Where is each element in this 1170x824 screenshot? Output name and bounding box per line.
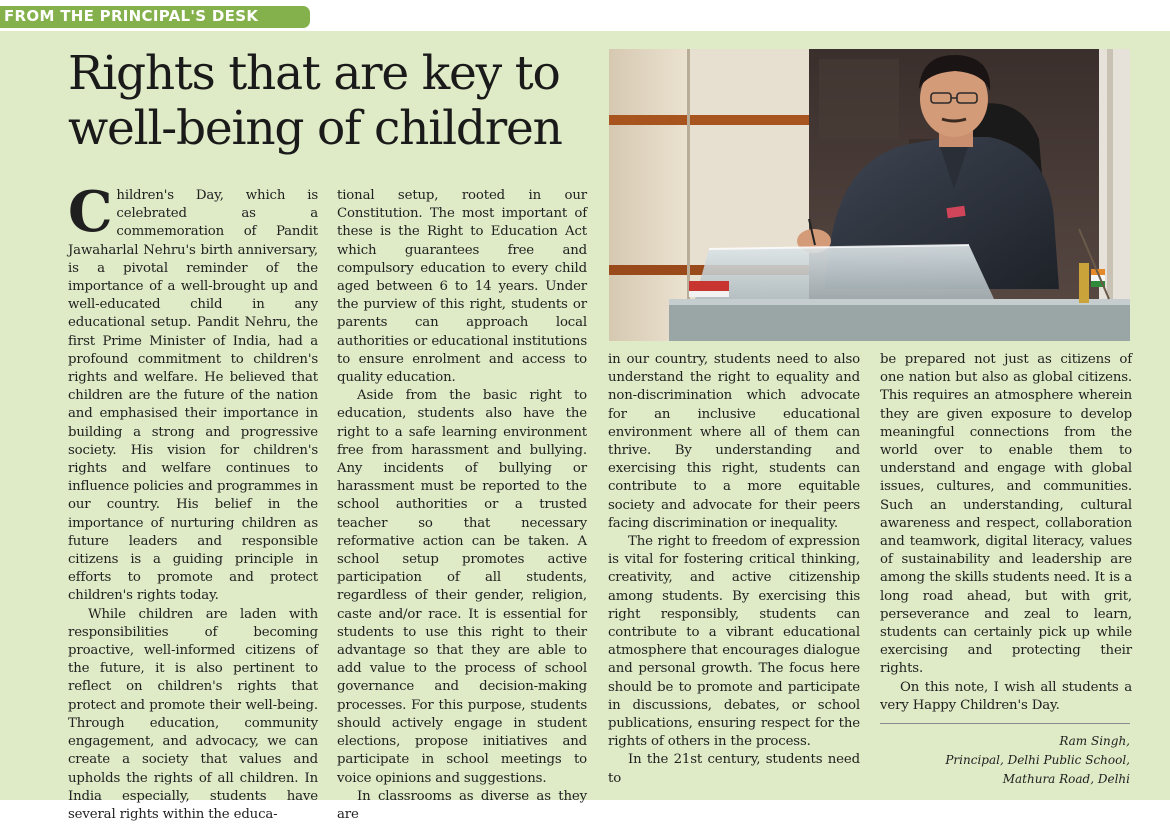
paragraph: The right to freedom of expression is vital for fostering critical thinking, creativity, and active citizenship among students. By exercising this right responsibly, students can contribute to a vibrant educational atmosphere that encourages dialogue and personal growth. The focus here should be to promote and participate in discussions, debates, or school publications, ensuring respect for the rights of others in the process.	[608, 534, 860, 750]
paragraph: Aside from the basic right to education, students also have the right to a safe learning environment free from harassment and bullying. Any incidents of bullying or harassment must be reported to the school authorities or a trusted teacher so that necessary reformative action can be taken. A school setup promotes active participation of all students, regardless of their gender, religion, caste and/or race. It is essential for students to use this right to their advantage so that they are able to add value to the process of school governance and decision-making processes. For this purpose, students should actively engage in student elections, propose initiatives and participate in school meetings to voice opinions and suggestions.	[337, 388, 587, 786]
author-name: Ram Singh,	[1059, 734, 1130, 748]
article-column-4	[880, 351, 1132, 713]
drop-cap: C	[68, 179, 113, 245]
headline-line-2: well-being of children	[68, 101, 562, 156]
headline-line-1: Rights that are key to	[68, 46, 560, 101]
section-banner-label: FROM THE PRINCIPAL'S DESK	[4, 7, 259, 25]
paragraph: In classrooms as diverse as they are	[337, 788, 587, 822]
article-headline	[68, 46, 608, 156]
article-column-3	[608, 351, 860, 786]
principal-photo	[609, 49, 1130, 341]
author-title: Principal, Delhi Public School,	[945, 753, 1130, 767]
paragraph	[68, 179, 318, 606]
author-location: Mathura Road, Delhi	[1002, 772, 1130, 786]
signature-divider	[880, 723, 1130, 724]
paragraph: tional setup, rooted in our Constitution. The most important of these is the Right to Education Act which guarantees free and compulsory education to every child aged between 6 to 14 years. Under the purview of this right, students or parents can approach local authorities or educational institutions to ensure enrolment and access to quality education.	[337, 188, 587, 386]
paragraph: In the 21st century, students need to	[608, 752, 860, 786]
author-signature	[880, 732, 1130, 789]
article-column-2	[337, 187, 587, 822]
paragraph: in our country, students need to also understand the right to equality and non-discrimination which advocate for an inclusive educational environment where all of them can thrive. By understanding and exercising this right, students can contribute to a more equitable society and advocate for their peers facing discrimination or inequality.	[608, 352, 860, 531]
article-column-1	[68, 179, 318, 822]
paragraph: On this note, I wish all students a very Happy Children's Day.	[880, 679, 1132, 713]
paragraph-text: hildren's Day, which is celebrated as a commemoration of Pandit Jawaharlal Nehru's birth anniversary, is a pivotal reminder of the importance of a well-brought up and well-educated child in any educational setup. Pandit Nehru, the first Prime Minister of India, had a profound commitment to children's rights and welfare. He believed that children are the future of the nation and emphasised their importance in building a strong and progressive society. His vision for children's rights and welfare continues to influence policies and programmes in our country. His belief in the importance of nurturing children as future leaders and responsible citizens is a guiding principle in efforts to promote and protect children's rights today.	[68, 188, 318, 604]
paragraph: While children are laden with responsibilities of becoming proactive, well-informed citizens of the future, it is also pertinent to reflect on children's rights that protect and promote their well-being. Through education, community engagement, and advocacy, we can create a society that values and upholds the rights of all children. In India especially, students have several rights within the educa-	[68, 606, 318, 822]
section-banner	[0, 6, 310, 28]
paragraph: be prepared not just as citizens of one nation but also as global citizens. This requires an atmosphere wherein they are given exposure to develop meaningful connections from the world over to enable them to understand and engage with global issues, cultures, and communities. Such an understanding, cultural awareness and respect, collaboration and teamwork, digital literacy, values of sustainability and leadership are among the skills students need. It is a long road ahead, but with grit, perseverance and zeal to learn, students can certainly pick up while exercising and protecting their rights.	[880, 352, 1132, 677]
photo-illustration	[609, 49, 1130, 341]
